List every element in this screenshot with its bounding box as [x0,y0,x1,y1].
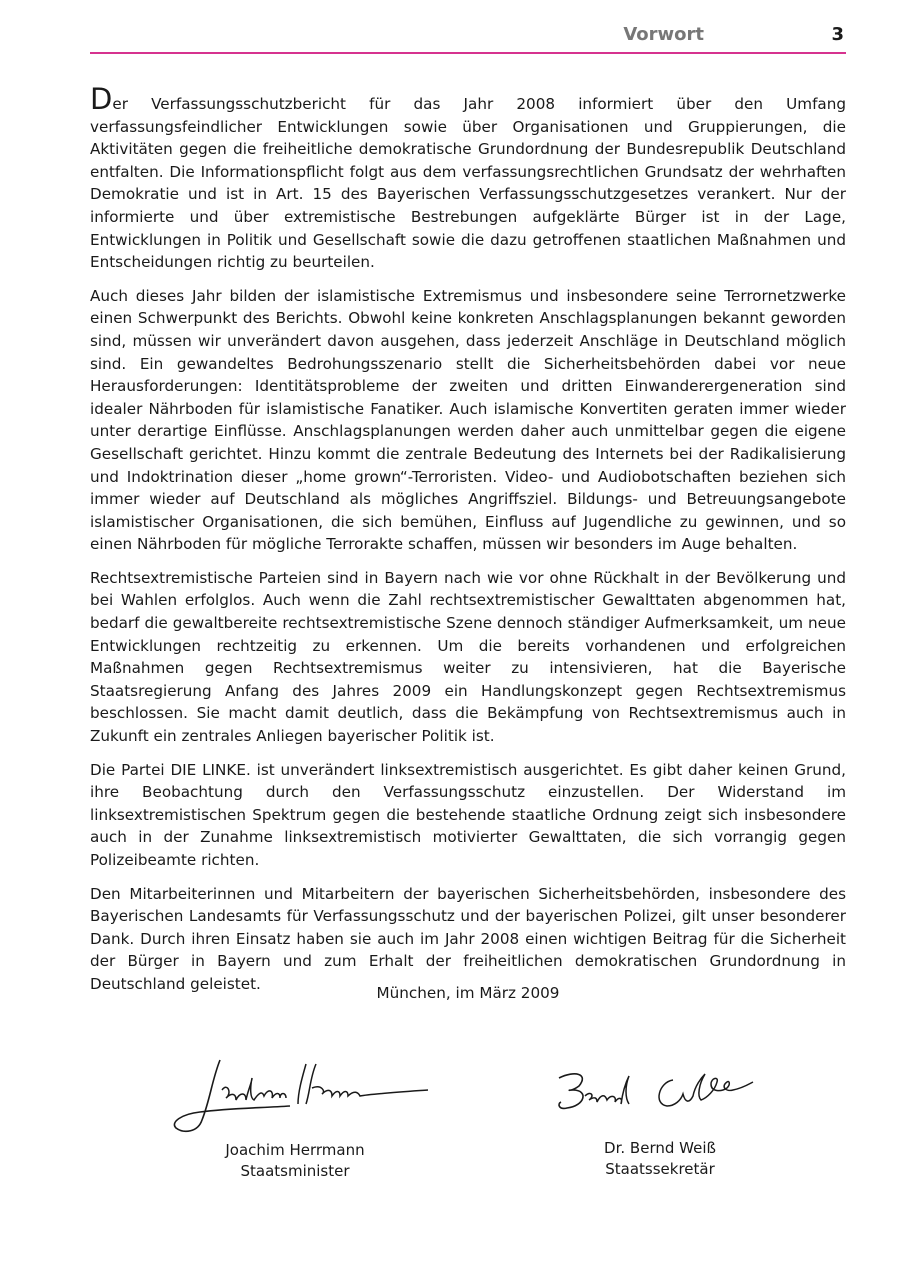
section-title: Vorwort [623,24,704,45]
signatory-title: Staatsminister [240,1162,350,1180]
paragraph-4: Die Partei DIE LINKE. ist unverändert linksextremistisch ausgerichtet. Es gibt daher keinen Grund, ihre Beobachtung durch den Verfassungsschutz einzustellen. Der Widerstand im linksextremistischen Spektrum gegen die bestehende staatliche Ordnung zeigt sich insbesondere auch in der Zunahme linksextremistisch motivierter Gewalttaten, die sich vorrangig gegen Polizeibeamte richten. [90,760,846,869]
paragraph-5: Den Mitarbeiterinnen und Mitarbeitern der bayerischen Sicherheitsbehörden, insbesondere des Bayerischen Landesamts für Verfassungsschutz und der bayerischen Polizei, gilt unser besonderer Dank. Durch ihren Einsatz haben sie auch im Jahr 2008 einen wichtigen Beitrag für die Sicherheit der Bürger in Bayern und zum Erhalt der freiheitlichen demokratischen Grundordnung in Deutschland geleistet. [90,884,846,993]
signature-block-minister [160,1050,430,1182]
place-and-date: München, im März 2009 [376,984,560,1002]
page-header [90,0,846,54]
page-number: 3 [831,24,844,45]
signatory-name: Dr. Bernd Weiß [604,1139,716,1157]
paragraph-1 [90,82,846,274]
handwritten-signature-icon [160,1050,430,1140]
signatory-name: Joachim Herrmann [225,1141,365,1159]
handwritten-signature-icon [545,1060,775,1138]
signatory-title: Staatssekretär [605,1160,715,1178]
foreword-text [90,82,846,1007]
paragraph-3: Rechtsextremistische Parteien sind in Bayern nach wie vor ohne Rückhalt in der Bevölkerung und bei Wahlen erfolglos. Auch wenn die Zahl rechtsextremistischer Gewalttaten abgenommen hat, bedarf die gewaltbereite rechtsextremistische Szene dennoch ständiger Aufmerksamkeit, um neue Entwicklungen rechtzeitig zu erkennen. Um die bereits vorhandenen und erfolgreichen Maßnahmen gegen Rechtsextremismus weiter zu intensivieren, hat die Bayerische Staatsregierung Anfang des Jahres 2009 ein Handlungskonzept gegen Rechtsextremismus beschlossen. Sie macht damit deutlich, dass die Bekämpfung von Rechtsextremismus auch in Zukunft ein zentrales Anliegen bayerischer Politik ist. [90,568,846,746]
signature-block-secretary [545,1060,775,1180]
paragraph-2: Auch dieses Jahr bilden der islamistische Extremismus und insbesondere seine Terrornetzwerke einen Schwerpunkt des Berichts. Obwohl keine konkreten Anschlagsplanungen bekannt geworden sind, müssen wir unverändert davon ausgehen, dass jederzeit Anschläge in Deutschland möglich sind. Ein gewandeltes Bedrohungsszenario stellt die Sicherheitsbehörden dabei vor neue Herausforderungen: Identitätsprobleme der zweiten und dritten Einwanderergeneration sind idealer Nährboden für islamistische Fanatiker. Auch islamische Konvertiten geraten immer wieder unter derartige Einflüsse. Anschlagsplanungen werden daher auch unmittelbar gegen die eigene Gesellschaft gerichtet. Hinzu kommt die zentrale Bedeutung des Internets bei der Radikalisierung und Indoktrination dieser „home grown“-Terroristen. Video- und Audiobotschaften beziehen sich immer wieder auf Deutschland als mögliches Angriffsziel. Bildungs- und Betreuungsangebote islamistischer Organisationen, die sich bemühen, Einfluss auf Jugendliche zu gewinnen, und so einen Nährboden für mögliche Terrorakte schaffen, müssen wir besonders im Auge behalten. [90,286,846,554]
drop-cap: D [90,82,113,116]
paragraph-1-text: er Verfassungsschutzbericht für das Jahr 2008 informiert über den Umfang verfassungsfeindlicher Entwicklungen sowie über Organisationen und Gruppierungen, die Aktivitäten gegen die freiheitliche demokratische Grundordnung der Bundesrepublik Deutschland entfalten. Die Informationspflicht folgt aus dem verfassungsrechtlichen Grundsatz der wehrhaften Demokratie und ist in Art. 15 des Bayerischen Verfassungsschutzgesetzes verankert. Nur der informierte und über extremistische Bestrebungen aufgeklärte Bürger ist in der Lage, Entwicklungen in Politik und Gesellschaft sowie die dazu getroffenen staatlichen Maßnahmen und Entscheidungen richtig zu beurteilen. [90,95,846,272]
